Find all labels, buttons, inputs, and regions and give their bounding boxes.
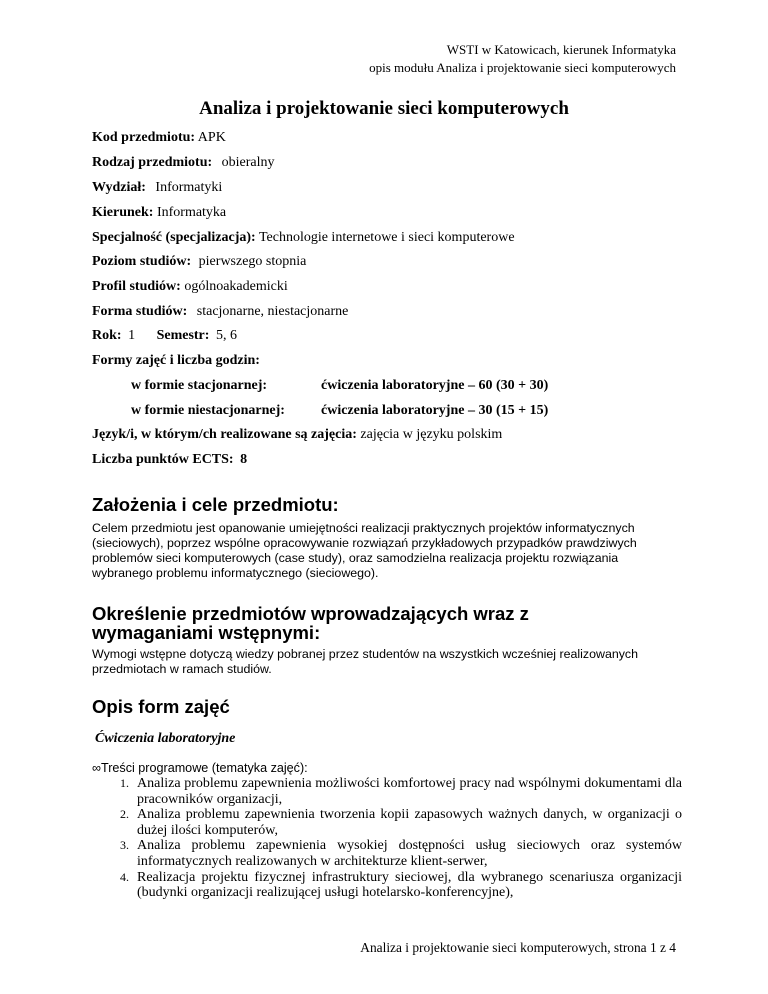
field-ects-value: 8 bbox=[240, 452, 248, 467]
field-specjalnosc-value: Technologie internetowe i sieci komputerowe bbox=[258, 230, 515, 245]
field-kierunek-label: Kierunek: bbox=[92, 205, 154, 220]
header-line-1: WSTI w Katowicach, kierunek Informatyka bbox=[446, 42, 676, 57]
field-profil bbox=[92, 279, 288, 295]
field-jezyk bbox=[92, 427, 502, 443]
header-line-2: opis modułu Analiza i projektowanie sieci komputerowych bbox=[369, 60, 676, 75]
field-jezyk-label: Język/i, w którym/ch realizowane są zajęcia: bbox=[92, 427, 357, 442]
list-item bbox=[92, 838, 682, 869]
field-poziom-label: Poziom studiów: bbox=[92, 254, 192, 269]
field-semestr-value: 5, 6 bbox=[215, 328, 237, 343]
field-ects bbox=[92, 452, 247, 468]
paragraph-zalozenia: Celem przedmiotu jest opanowanie umiejętności realizacji praktycznych projektów informatycznych (sieciowych), poprzez wspólne opracowywanie rozwiązań przykładowych przypadków prawdziwych problemów sieci komputerowych (case study), oraz samodzielna realizacja projektu rozwiązania wybranego problemu informatycznego (sieciowego). bbox=[92, 521, 637, 580]
field-forma bbox=[92, 304, 348, 320]
list-item-number: 1. bbox=[120, 776, 129, 790]
list-item-text: Analiza problemu zapewnienia możliwości komfortowej pracy nad wspólnymi dokumentami dla pracowników organizacji, bbox=[137, 776, 682, 807]
heading-wymagania: Określenie przedmiotów wprowadzających wraz z wymaganiami wstępnymi: bbox=[92, 603, 529, 643]
field-wydzial-value: Informatyki bbox=[155, 180, 223, 195]
field-poziom-value: pierwszego stopnia bbox=[198, 254, 307, 269]
list-item bbox=[92, 776, 682, 807]
field-jezyk-value: zajęcia w języku polskim bbox=[360, 427, 503, 442]
field-kod-value: APK bbox=[197, 130, 226, 145]
field-forma-value: stacjonarne, niestacjonarne bbox=[196, 304, 349, 319]
field-rodzaj-value: obieralny bbox=[221, 155, 275, 170]
list-item-number: 4. bbox=[120, 869, 129, 884]
heading-zalozenia: Założenia i cele przedmiotu: bbox=[92, 494, 339, 515]
field-kierunek-value: Informatyka bbox=[156, 205, 227, 220]
field-wydzial-label: Wydział: bbox=[92, 180, 146, 195]
list-item bbox=[92, 807, 682, 838]
list-item-number: 2. bbox=[120, 807, 129, 822]
field-rok-semestr bbox=[92, 328, 237, 344]
list-item-text: Analiza problemu zapewnienia tworzenia kopii zapasowych ważnych danych, w organizacji o dużej ilości komputerów, bbox=[137, 807, 682, 838]
field-wydzial bbox=[92, 180, 222, 196]
field-kod-label: Kod przedmiotu: bbox=[92, 130, 196, 145]
list-item bbox=[92, 870, 682, 901]
page-footer: Analiza i projektowanie sieci komputerowych, strona 1 z 4 bbox=[360, 940, 676, 955]
field-formy-label bbox=[92, 353, 260, 369]
field-rodzaj-label: Rodzaj przedmiotu: bbox=[92, 155, 213, 170]
stacjonarna-label: w formie stacjonarnej: bbox=[131, 378, 268, 393]
field-ects-label: Liczba punktów ECTS: bbox=[92, 452, 234, 467]
niestacjonarna-label: w formie niestacjonarnej: bbox=[131, 403, 285, 418]
field-specjalnosc bbox=[92, 230, 515, 246]
list-item-number: 3. bbox=[120, 838, 129, 853]
field-forma-label: Forma studiów: bbox=[92, 304, 188, 319]
list-item-text: Realizacja projektu fizycznej infrastruktury sieciowej, dla wybranego scenariusza organizacji (budynki organizacji realizującej usługi hotelarsko-konferencyjne), bbox=[137, 869, 682, 901]
document-title: Analiza i projektowanie sieci komputerowych bbox=[199, 98, 569, 119]
niestacjonarna-value: ćwiczenia laboratoryjne – 30 (15 + 15) bbox=[321, 403, 549, 418]
field-specjalnosc-label: Specjalność (specjalizacja): bbox=[92, 230, 256, 245]
field-kierunek bbox=[92, 205, 226, 221]
field-profil-value: ogólnoakademicki bbox=[184, 279, 288, 294]
field-poziom bbox=[92, 254, 306, 270]
field-semestr-label: Semestr: bbox=[156, 328, 210, 343]
field-rok-label: Rok: bbox=[92, 328, 122, 343]
list-item-text: Analiza problemu zapewnienia wysokiej dostępności usług sieciowych oraz systemów informatycznych realizowanych w architekturze klient-serwer, bbox=[137, 838, 682, 869]
paragraph-wymagania: Wymogi wstępne dotyczą wiedzy pobranej przez studentów na wszystkich wcześniej realizowanych przedmiotach w ramach studiów. bbox=[92, 647, 639, 676]
program-list bbox=[92, 776, 682, 901]
subheading-cwiczenia: Ćwiczenia laboratoryjne bbox=[95, 731, 236, 746]
field-profil-label: Profil studiów: bbox=[92, 279, 181, 294]
field-kod bbox=[92, 130, 226, 146]
stacjonarna-value: ćwiczenia laboratoryjne – 60 (30 + 30) bbox=[321, 378, 549, 393]
field-rok-value: 1 bbox=[128, 328, 136, 343]
formy-zajec-label: Formy zajęć i liczba godzin: bbox=[92, 353, 260, 368]
bullet-tresci: ∞Treści programowe (tematyka zajęć): bbox=[92, 761, 308, 775]
heading-opis-form: Opis form zajęć bbox=[92, 696, 230, 717]
field-rodzaj bbox=[92, 155, 275, 171]
page-header bbox=[369, 41, 676, 77]
